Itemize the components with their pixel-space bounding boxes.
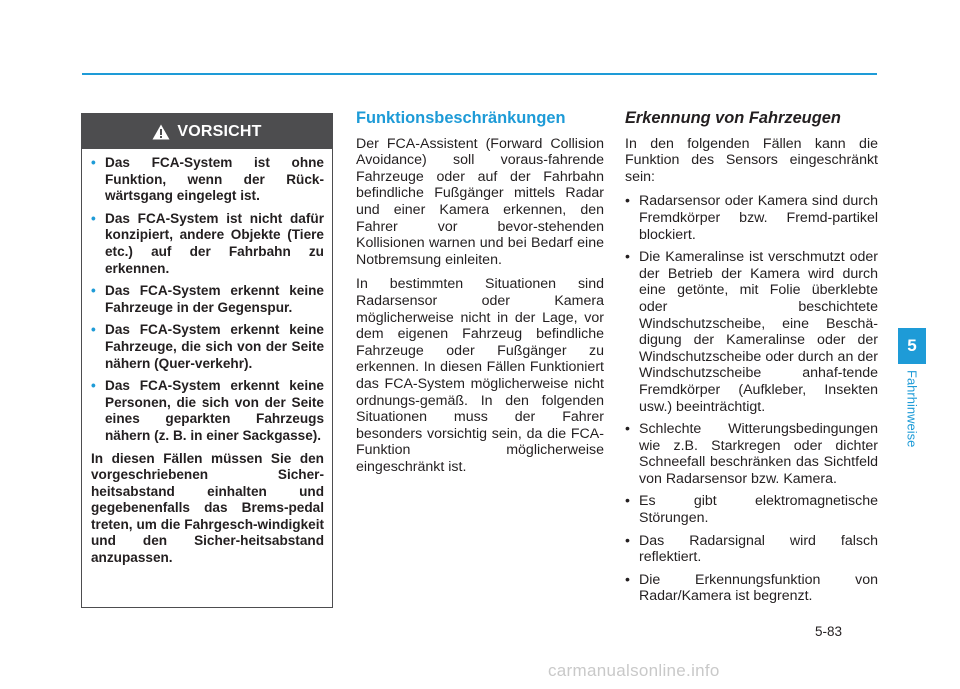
top-rule [82,73,877,75]
warning-triangle-icon [152,124,170,140]
bullet-list [625,193,878,605]
list-item: • Die Kameralinse ist verschmutzt oder der Betrieb der Kamera wird durch eine getönte, mit Folie überklebte oder beschichtete Windschutzscheibe, eine Beschä-digung der Kameralinse oder der Windschutzscheibe oder durch an der Windschutzscheibe anhaf-tende Fremdkörper (Aufkleber, Insekten usw.) beeinträchtigt. [625,249,878,415]
section-heading: Funktionsbeschränkungen [356,109,566,127]
watermark: carmanualsonline.info [548,661,720,680]
list-item: • Die Erkennungsfunktion von Radar/Kamera ist begrenzt. [625,572,878,605]
caution-header [82,114,332,149]
intro-paragraph: In den folgenden Fällen kann die Funktion des Sensors eingeschränkt sein: [625,135,878,185]
column-functional-limits [356,110,604,483]
list-item: • Das Radarsignal wird falsch reflektiert. [625,533,878,566]
caution-item: • Das FCA-System erkennt keine Fahrzeuge, die sich von der Seite nähern (Quer-verkehr). [91,322,324,372]
section-heading: Erkennung von Fahrzeugen [625,109,841,127]
caution-item: • Das FCA-System erkennt keine Personen, die sich von der Seite eines geparkten Fahrzeugs nähern (z. B. in einer Sackgasse). [91,378,324,444]
list-item: • Schlechte Witterungsbedingungen wie z.B. Starkregen oder dichter Schneefall beschränken das Sichtfeld von Radarsensor bzw. Kamera. [625,421,878,487]
caution-item: • Das FCA-System erkennt keine Fahrzeuge in der Gegenspur. [91,283,324,316]
list-item: • Es gibt elektromagnetische Störungen. [625,493,878,526]
caution-title: VORSICHT [177,122,262,140]
list-item: • Radarsensor oder Kamera sind durch Fremdkörper bzw. Fremd-partikel blockiert. [625,193,878,243]
caution-body [82,149,332,567]
caution-item: • Das FCA-System ist ohne Funktion, wenn der Rück-wärtsgang eingelegt ist. [91,155,324,205]
chapter-tab: 5 [898,328,926,364]
paragraph: Der FCA-Assistent (Forward Collision Avoidance) soll voraus-fahrende Fahrzeuge oder auf der Fahrbahn befindliche Fußgänger mittels Radar und einer Kamera erkennen, den Fahrer vor bevor-stehenden Kollisionen warnen und bei Bedarf eine Notbremsung einleiten. [356,135,604,268]
caution-note: In diesen Fällen müssen Sie den vorgeschriebenen Sicher-heitsabstand einhalten und gegebenenfalls das Brems-pedal treten, um die Fahrgesch-windigkeit und den Sicher-heitsabstand anzupassen. [91,450,324,566]
page-number: 5-83 [815,624,843,639]
chapter-label: Fahrhinweise [904,370,920,448]
caution-box [81,113,333,608]
column-vehicle-detection [625,110,878,611]
caution-item: • Das FCA-System ist nicht dafür konzipiert, andere Objekte (Tiere etc.) auf der Fahrbahn zu erkennen. [91,211,324,277]
paragraph: In bestimmten Situationen sind Radarsensor oder Kamera möglicherweise nicht in der Lage, vor dem eigenen Fahrzeug befindliche Fahrzeuge oder Fußgänger zu erkennen. In diesen Fällen Funktioniert das FCA-System möglicherweise nicht ordnungs-gemäß. In den folgenden Situationen muss der Fahrer besonders vorsichtig sein, da die FCA-Funktion möglicherweise eingeschränkt ist. [356,276,604,475]
